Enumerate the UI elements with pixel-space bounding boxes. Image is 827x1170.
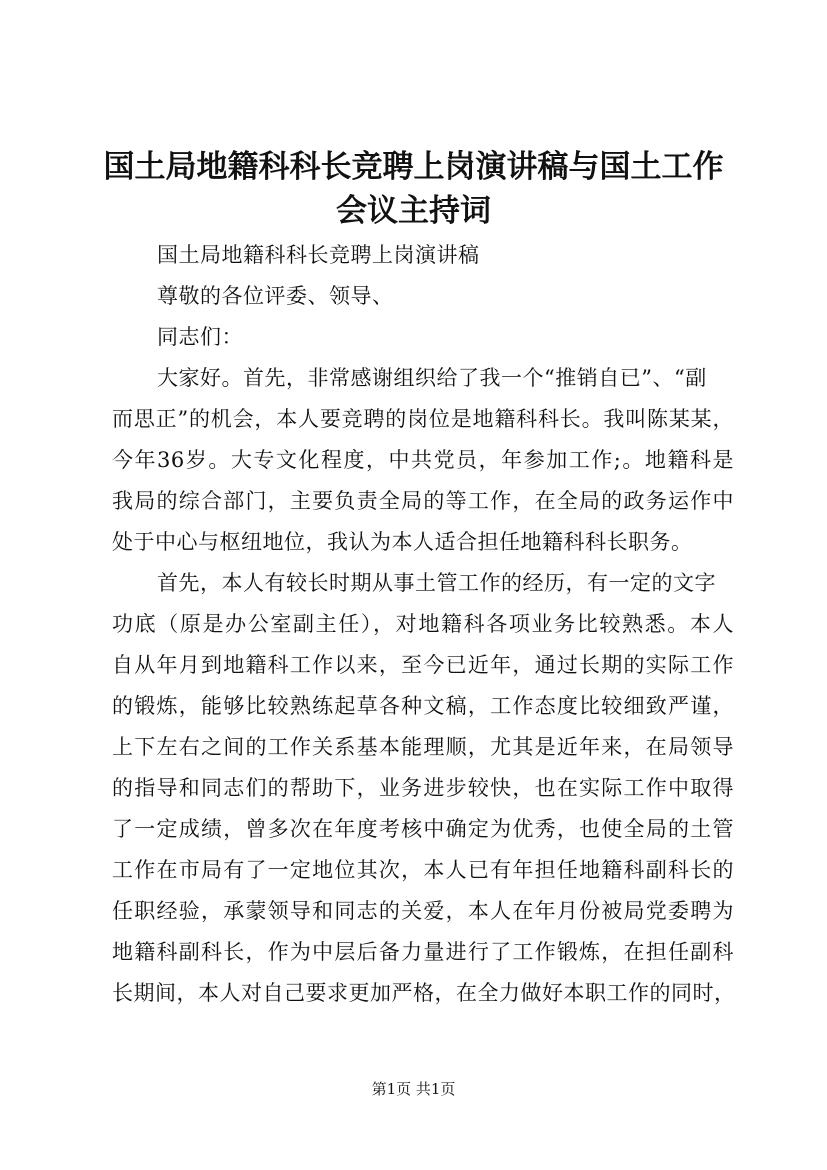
body-text-line: 工作在市局有了一定地位其次，本人已有年担任地籍科副科长的 <box>112 858 734 882</box>
body-text-line: 今年36岁。大专文化程度，中共党员，年参加工作;。地籍科是 <box>112 448 734 472</box>
body-text-line: 我局的综合部门，主要负责全局的等工作，在全局的政务运作中 <box>112 489 734 513</box>
body-text-line: 处于中心与枢纽地位，我认为本人适合担任地籍科科长职务。 <box>112 530 693 554</box>
page-footer: 第1页 共1页 <box>371 1080 456 1098</box>
body-text-line: 同志们： <box>157 325 243 349</box>
body-text-line: 大家好。首先，非常感谢组织给了我一个“推销自已”、“副 <box>157 366 707 390</box>
body-text-line: 长期间，本人对自己要求更加严格，在全力做好本职工作的同时， <box>112 981 736 1005</box>
body-text-line: 尊敬的各位评委、领导、 <box>157 284 394 308</box>
body-text-line: 而思正”的机会，本人要竞聘的岗位是地籍科科长。我叫陈某某， <box>112 407 734 431</box>
body-text-line: 上下左右之间的工作关系基本能理顺，尤其是近年来，在局领导 <box>112 735 734 759</box>
body-text-line: 功底（原是办公室副主任），对地籍科各项业务比较熟悉。本人 <box>112 612 734 636</box>
body-text-line: 任职经验，承蒙领导和同志的关爱，本人在年月份被局党委聘为 <box>112 899 734 923</box>
document-title-line-2: 会议主持词 <box>336 193 491 229</box>
document-body <box>112 235 734 1014</box>
document-title-line-1: 国土局地籍科科长竞聘上岗演讲稿与国土工作 <box>103 149 724 185</box>
body-text-line: 了一定成绩，曾多次在年度考核中确定为优秀，也使全局的土管 <box>112 817 734 841</box>
body-text-line: 首先，本人有较长时期从事土管工作的经历，有一定的文字 <box>157 571 716 595</box>
body-text-line: 的指导和同志们的帮助下，业务进步较快，也在实际工作中取得 <box>112 776 734 800</box>
body-text-line: 的锻炼，能够比较熟练起草各种文稿，工作态度比较细致严谨， <box>112 694 734 718</box>
body-text-line: 自从年月到地籍科工作以来，至今已近年，通过长期的实际工作 <box>112 653 734 677</box>
body-text-line: 国土局地籍科科长竞聘上岗演讲稿 <box>157 243 480 267</box>
body-text-line: 地籍科副科长，作为中层后备力量进行了工作锻炼，在担任副科 <box>112 940 734 964</box>
